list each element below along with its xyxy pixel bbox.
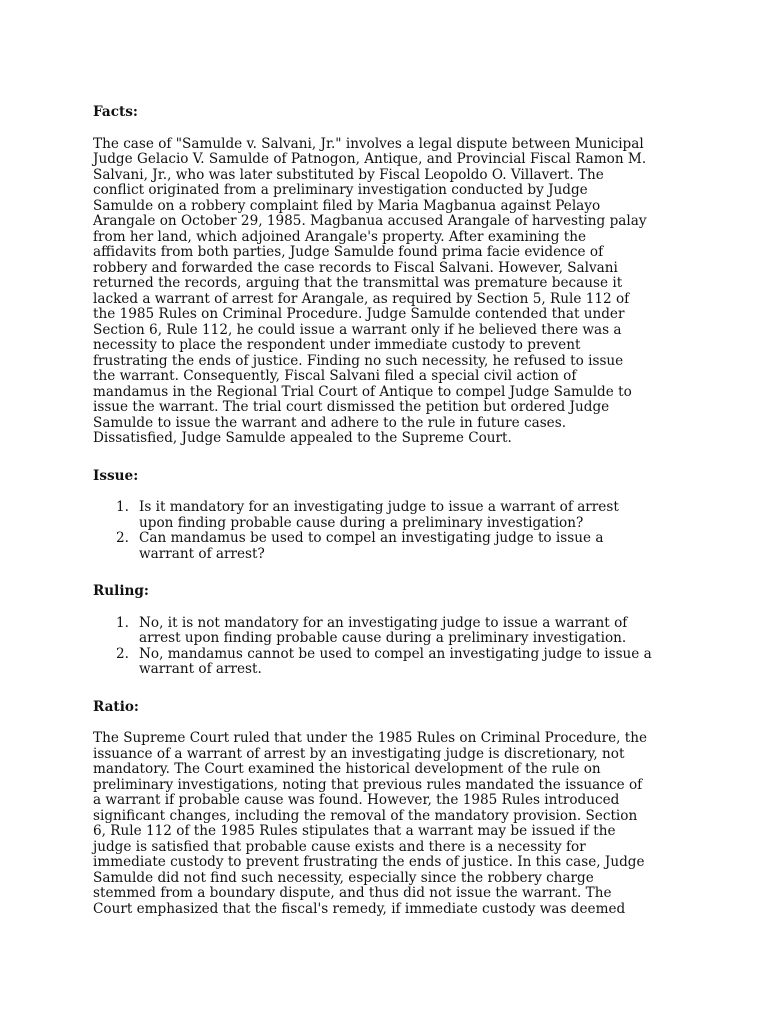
list-item-number: 2. <box>116 645 129 662</box>
facts-heading: Facts: <box>93 104 138 120</box>
list-item-number: 2. <box>116 530 129 546</box>
list-item <box>93 531 675 562</box>
ratio-heading: Ratio: <box>93 698 139 715</box>
list-item-number: 1. <box>116 499 129 515</box>
ruling-heading: Ruling: <box>93 583 149 599</box>
list-item-text: Is it mandatory for an investigating judge to issue a warrant of arrest upon finding probable cause during a preliminary investigation? <box>139 499 619 531</box>
issue-list <box>93 500 675 562</box>
list-item <box>93 647 675 678</box>
list-item-number: 1. <box>116 614 129 631</box>
list-item-text: No, it is not mandatory for an investigating judge to issue a warrant of arrest upon finding probable cause during a preliminary investigation. <box>139 614 628 646</box>
document-page <box>93 105 675 917</box>
facts-paragraph: The case of "Samulde v. Salvani, Jr." involves a legal dispute between Municipal Judge Gelacio V. Samulde of Patnogon, Antique, and Provincial Fiscal Ramon M. Salvani, Jr., who was later substituted by Fiscal Leopoldo O. Villavert. The conflict originated from a preliminary investigation conducted by Judge Samulde on a robbery complaint filed by Maria Magbanua against Pelayo Arangale on October 29, 1985. Magbanua accused Arangale of harvesting palay from her land, which adjoined Arangale's property. After examining the affidavits from both parties, Judge Samulde found prima facie evidence of robbery and forwarded the case records to Fiscal Salvani. However, Salvani returned the records, arguing that the transmittal was premature because it lacked a warrant of arrest for Arangale, as required by Section 5, Rule 112 of the 1985 Rules on Criminal Procedure. Judge Samulde contended that under Section 6, Rule 112, he could issue a warrant only if he believed there was a necessity to place the respondent under immediate custody to prevent frustrating the ends of justice. Finding no such necessity, he refused to issue the warrant. Consequently, Fiscal Salvani filed a special civil action of mandamus in the Regional Trial Court of Antique to compel Judge Samulde to issue the warrant. The trial court dismissed the petition but ordered Judge Samulde to issue the warrant and adhere to the rule in future cases. Dissatisfied, Judge Samulde appealed to the Supreme Court. <box>93 135 647 446</box>
ruling-list <box>93 616 675 678</box>
list-item <box>93 500 675 531</box>
list-item-text: Can mandamus be used to compel an investigating judge to issue a warrant of arrest? <box>139 530 604 562</box>
list-item-text: No, mandamus cannot be used to compel an investigating judge to issue a warrant of arrest. <box>139 645 652 677</box>
ratio-paragraph: The Supreme Court ruled that under the 1985 Rules on Criminal Procedure, the issuance of a warrant of arrest by an investigating judge is discretionary, not mandatory. The Court examined the historical development of the rule on preliminary investigations, noting that previous rules mandated the issuance of a warrant if probable cause was found. However, the 1985 Rules introduced significant changes, including the removal of the mandatory provision. Section 6, Rule 112 of the 1985 Rules stipulates that a warrant may be issued if the judge is satisfied that probable cause exists and there is a necessity for immediate custody to prevent frustrating the ends of justice. In this case, Judge Samulde did not find such necessity, especially since the robbery charge stemmed from a boundary dispute, and thus did not issue the warrant. The Court emphasized that the fiscal's remedy, if immediate custody was deemed <box>93 730 648 917</box>
list-item <box>93 616 675 647</box>
issue-heading: Issue: <box>93 467 139 484</box>
